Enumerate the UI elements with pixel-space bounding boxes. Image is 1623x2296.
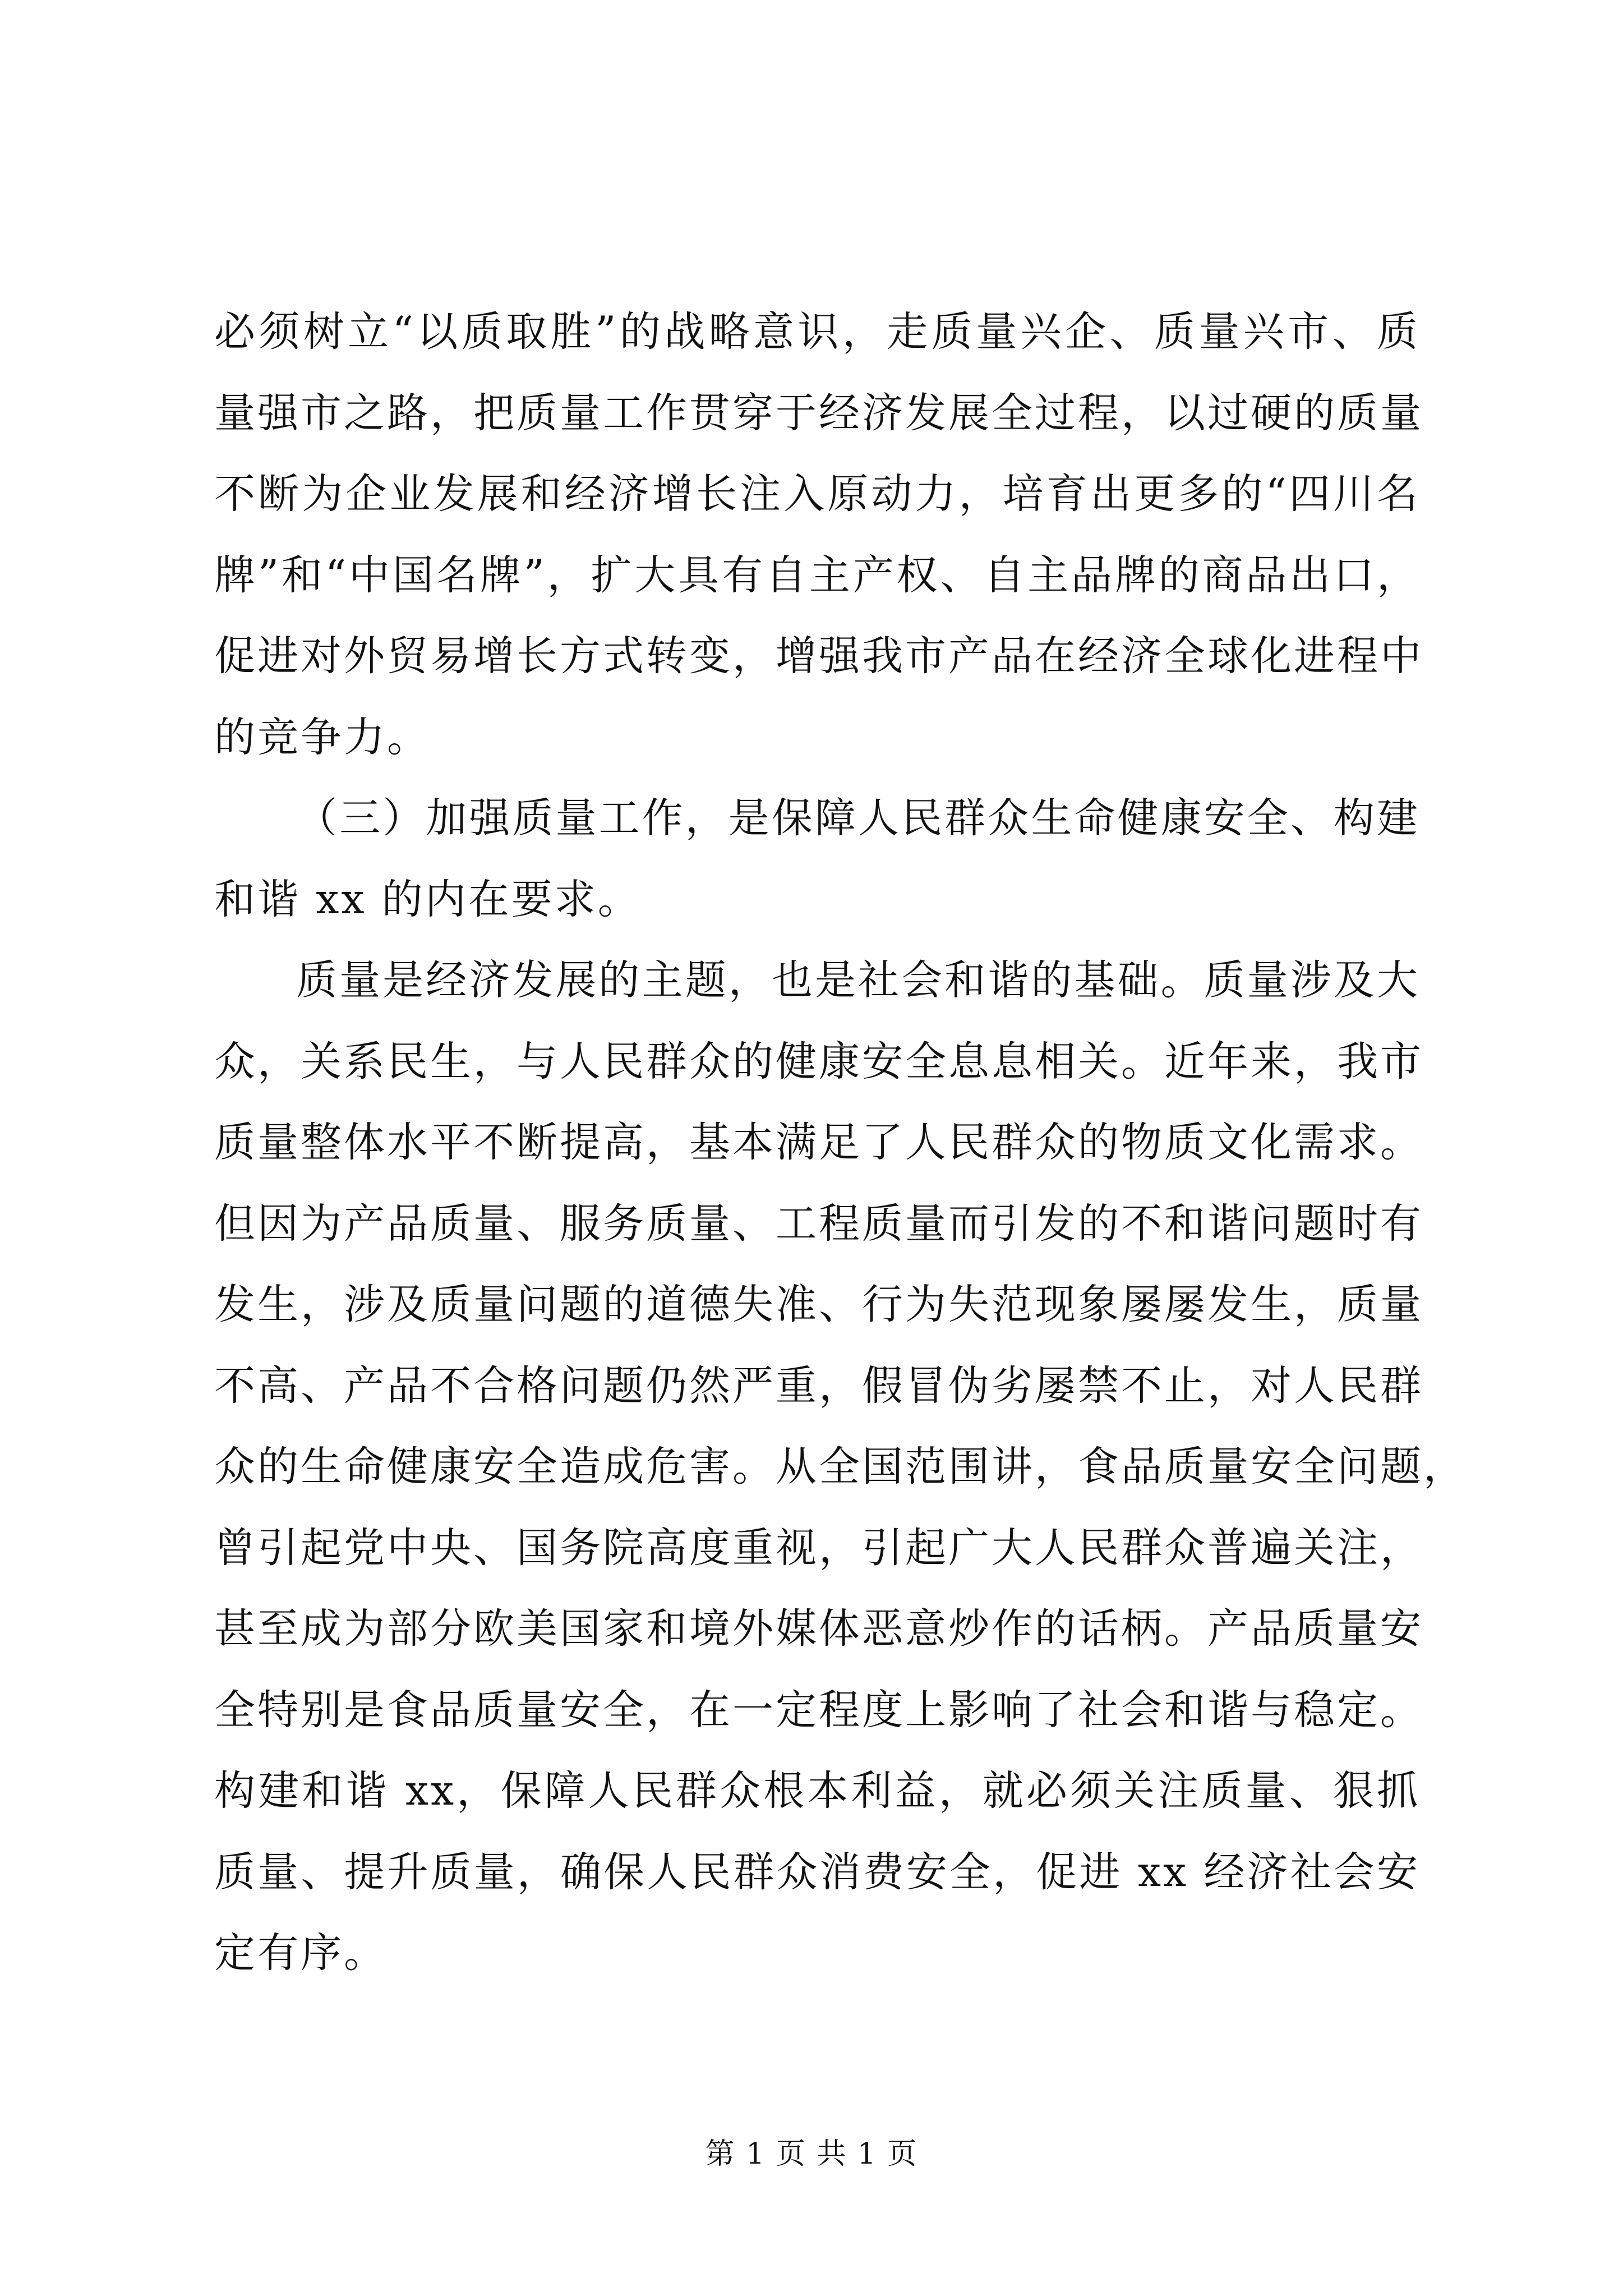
paragraph-3-line-5: 发生，涉及质量问题的道德失准、行为失范现象屡屡发生，质量 xyxy=(214,1281,1423,1328)
section-heading-line-2: 和谐 xx 的内在要求。 xyxy=(214,875,641,923)
paragraph-3-line-7: 众的生命健康安全造成危害。从全国范围讲，食品质量安全问题， xyxy=(214,1443,1467,1490)
paragraph-1-line-5: 促进对外贸易增长方式转变，增强我市产品在经济全球化进程中 xyxy=(214,632,1423,680)
paragraph-3-line-11: 构建和谐 xx，保障人民群众根本利益，就必须关注质量、狠抓 xyxy=(214,1767,1420,1815)
body-text xyxy=(214,292,1467,1994)
paragraph-3-line-9: 甚至成为部分欧美国家和境外媒体恶意炒作的话柄。产品质量安 xyxy=(214,1605,1423,1653)
paragraph-3-line-13: 定有序。 xyxy=(214,1929,387,1977)
paragraph-3-line-4: 但因为产品质量、服务质量、工程质量而引发的不和谐问题时有 xyxy=(214,1199,1423,1248)
paragraph-1-line-4: 牌”和“中国名牌”，扩大具有自主产权、自主品牌的商品出口， xyxy=(214,551,1420,599)
paragraph-3-line-3: 质量整体水平不断提高，基本满足了人民群众的物质文化需求。 xyxy=(214,1119,1423,1166)
paragraph-3-line-10: 全特别是食品质量安全，在一定程度上影响了社会和谐与稳定。 xyxy=(214,1686,1423,1734)
paragraph-3-line-1: 质量是经济发展的主题，也是社会和谐的基础。质量涉及大 xyxy=(296,956,1420,1004)
paragraph-3-line-12: 质量、提升质量，确保人民群众消费安全，促进 xx 经济社会安 xyxy=(214,1848,1420,1896)
paragraph-3-line-2: 众，关系民生，与人民群众的健康安全息息相关。近年来，我市 xyxy=(214,1037,1423,1085)
paragraph-1-line-2: 量强市之路，把质量工作贯穿于经济发展全过程，以过硬的质量 xyxy=(214,389,1423,437)
paragraph-3-line-6: 不高、产品不合格问题仍然严重，假冒伪劣屡禁不止，对人民群 xyxy=(214,1361,1423,1410)
page-footer: 第 1 页 共 1 页 xyxy=(705,2137,918,2171)
paragraph-1-line-3: 不断为企业发展和经济增长注入原动力，培育出更多的“四川名 xyxy=(214,470,1420,518)
paragraph-1-line-1: 必须树立“以质取胜”的战略意识，走质量兴企、质量兴市、质 xyxy=(214,308,1420,356)
section-heading-line-1: （三）加强质量工作，是保障人民群众生命健康安全、构建 xyxy=(296,794,1420,842)
paragraph-1-line-6: 的竞争力。 xyxy=(214,713,430,761)
paragraph-3-line-8: 曾引起党中央、国务院高度重视，引起广大人民群众普遍关注， xyxy=(214,1524,1423,1572)
